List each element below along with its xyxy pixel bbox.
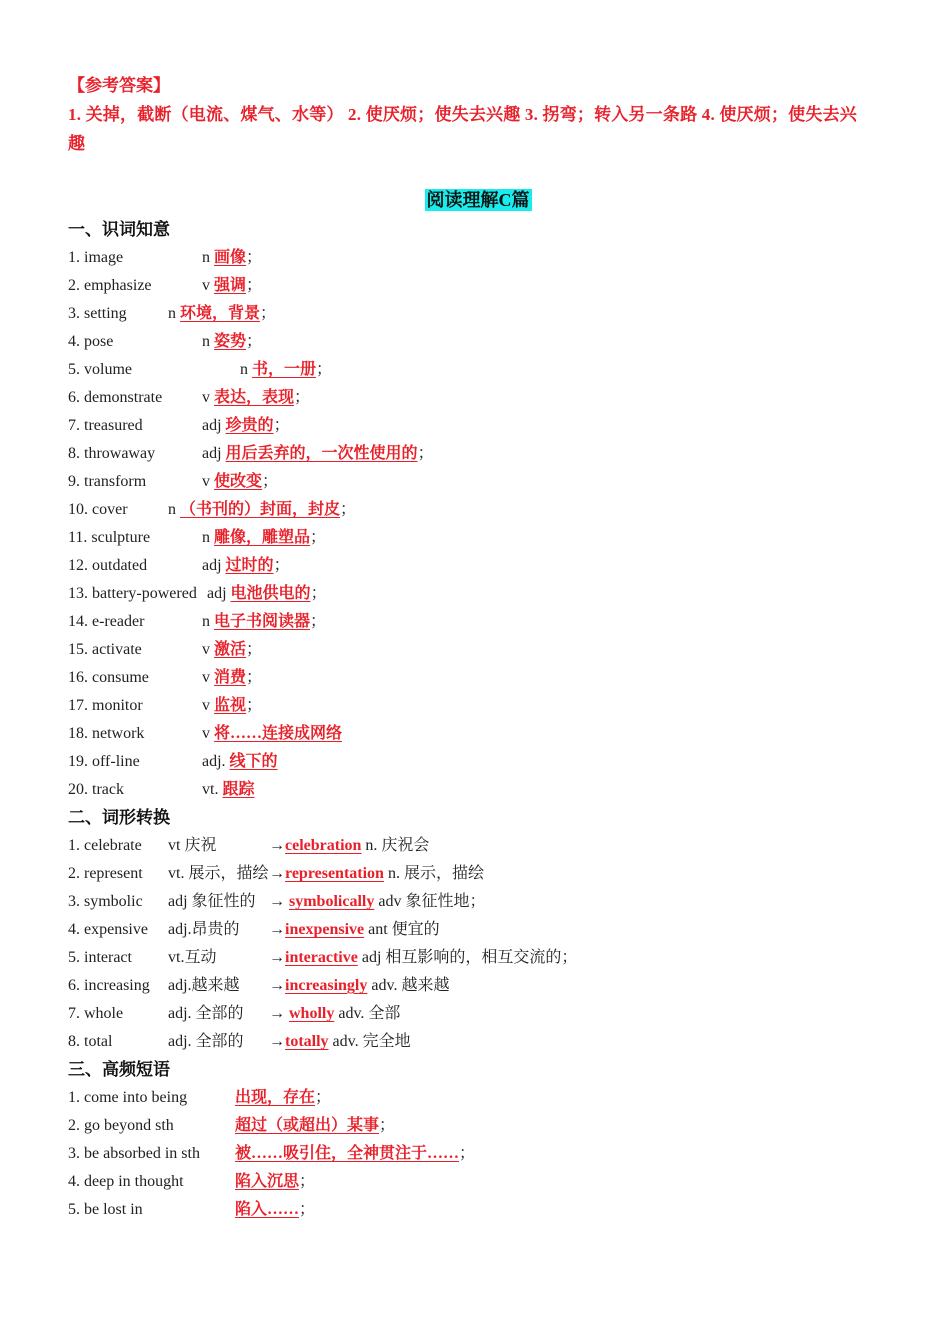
vocab-pos: n <box>202 529 214 546</box>
vocab-definition <box>202 552 290 580</box>
vocab-pos: vt. <box>202 781 223 798</box>
conversion <box>269 832 429 860</box>
vocab-word: 10. cover <box>68 501 128 518</box>
derived-word: inexpensive <box>285 921 365 938</box>
vocab-list <box>68 244 888 804</box>
derived-gloss: adv. 越来越 <box>367 977 450 994</box>
conversion <box>269 888 485 916</box>
conversion <box>269 860 484 888</box>
vocab-meaning: 画像 <box>214 249 247 266</box>
vocab-word: 6. demonstrate <box>68 389 163 406</box>
derived-gloss: adv. 完全地 <box>328 1033 411 1050</box>
base-gloss: adj. 全部的 <box>168 1033 244 1050</box>
base-word: 3. symbolic <box>68 893 143 910</box>
vocab-punct: ； <box>262 473 279 490</box>
vocab-meaning: 姿势 <box>214 333 247 350</box>
vocab-row <box>68 608 888 636</box>
phrase-punct: ； <box>315 1089 332 1106</box>
vocab-punct: ； <box>310 585 327 602</box>
part1-heading: 一、识词知意 <box>68 220 170 239</box>
vocab-punct: ； <box>273 557 290 574</box>
phrase-punct: ； <box>299 1201 316 1218</box>
phrase-punct: ； <box>299 1173 316 1190</box>
phrase-list <box>68 1084 888 1224</box>
phrase-meaning: 出现，存在 <box>235 1089 316 1106</box>
derived-gloss: n. 展示，描绘 <box>383 865 484 882</box>
phrase-row <box>68 1140 888 1168</box>
conversion <box>269 1000 400 1028</box>
vocab-row <box>68 580 888 608</box>
phrase-meaning: 超过（或超出）某事 <box>235 1117 380 1134</box>
vocab-pos: adj <box>202 417 226 434</box>
vocab-meaning: 珍贵的 <box>225 417 274 434</box>
base-gloss: adj 象征性的 <box>168 893 256 910</box>
vocab-row <box>68 412 888 440</box>
vocab-punct: ； <box>417 445 434 462</box>
vocab-row <box>68 272 888 300</box>
vocab-word: 2. emphasize <box>68 277 152 294</box>
derived-word: totally <box>285 1033 329 1050</box>
vocab-definition <box>202 384 310 412</box>
phrase-row <box>68 1168 888 1196</box>
vocab-row <box>68 664 888 692</box>
word-form-row <box>68 1000 888 1028</box>
vocab-pos: v <box>202 473 214 490</box>
phrase-text: 4. deep in thought <box>68 1173 184 1190</box>
vocab-word: 8. throwaway <box>68 445 156 462</box>
phrase-meaning-wrap <box>235 1196 315 1224</box>
vocab-meaning: 将……连接成网络 <box>214 725 343 742</box>
derived-word: wholly <box>289 1005 335 1022</box>
derived-gloss: adv 象征性地； <box>374 893 486 910</box>
vocab-punct: ； <box>340 501 357 518</box>
vocab-pos: n <box>240 361 252 378</box>
vocab-row <box>68 692 888 720</box>
vocab-meaning: 书，一册 <box>252 361 317 378</box>
vocab-row <box>68 776 888 804</box>
vocab-definition <box>202 412 290 440</box>
vocab-row <box>68 636 888 664</box>
vocab-word: 1. image <box>68 249 124 266</box>
conversion <box>269 1028 411 1056</box>
document-page <box>68 72 888 1224</box>
derived-word: interactive <box>285 949 358 966</box>
vocab-definition <box>202 328 262 356</box>
vocab-pos: n <box>202 613 214 630</box>
vocab-pos: v <box>202 669 214 686</box>
derived-word: increasingly <box>285 977 368 994</box>
vocab-word: 12. outdated <box>68 557 148 574</box>
vocab-definition <box>202 776 254 804</box>
arrow-icon: → <box>269 949 285 966</box>
vocab-word: 14. e-reader <box>68 613 145 630</box>
phrase-meaning-wrap <box>235 1112 395 1140</box>
base-word: 5. interact <box>68 949 132 966</box>
vocab-meaning: 雕像，雕塑品 <box>214 529 311 546</box>
phrase-text: 1. come into being <box>68 1089 188 1106</box>
derived-word: celebration <box>285 837 362 854</box>
vocab-row <box>68 244 888 272</box>
arrow-icon: → <box>269 837 285 854</box>
phrase-meaning: 陷入…… <box>235 1201 300 1218</box>
part3-heading: 三、高频短语 <box>68 1060 170 1079</box>
vocab-meaning: 激活 <box>214 641 247 658</box>
phrase-text: 2. go beyond sth <box>68 1117 174 1134</box>
vocab-definition <box>168 300 276 328</box>
vocab-pos: adj <box>202 557 226 574</box>
arrow-icon: → <box>269 893 289 910</box>
word-form-row <box>68 944 888 972</box>
derived-word: symbolically <box>289 893 375 910</box>
phrase-meaning: 被……吸引住，全神贯注于…… <box>235 1145 460 1162</box>
derived-gloss: n. 庆祝会 <box>361 837 430 854</box>
vocab-row <box>68 440 888 468</box>
vocab-meaning: 电子书阅读器 <box>214 613 311 630</box>
vocab-row <box>68 524 888 552</box>
vocab-punct: ； <box>260 305 277 322</box>
word-form-row <box>68 832 888 860</box>
vocab-word: 16. consume <box>68 669 149 686</box>
phrase-row <box>68 1112 888 1140</box>
vocab-word: 5. volume <box>68 361 132 378</box>
phrase-row <box>68 1196 888 1224</box>
vocab-punct: ； <box>316 361 333 378</box>
phrase-meaning: 陷入沉思 <box>235 1173 300 1190</box>
vocab-row <box>68 720 888 748</box>
vocab-word: 18. network <box>68 725 145 742</box>
vocab-definition <box>202 608 326 636</box>
arrow-icon: → <box>269 1005 289 1022</box>
vocab-pos: v <box>202 725 214 742</box>
vocab-definition <box>202 468 278 496</box>
vocab-meaning: 监视 <box>214 697 247 714</box>
phrase-punct: ； <box>459 1145 476 1162</box>
vocab-pos: n <box>202 249 214 266</box>
base-gloss: vt.互动 <box>168 949 217 966</box>
arrow-icon: → <box>269 1033 285 1050</box>
phrase-punct: ； <box>379 1117 396 1134</box>
vocab-row <box>68 496 888 524</box>
vocab-meaning: 环境，背景 <box>180 305 261 322</box>
vocab-row <box>68 300 888 328</box>
vocab-punct: ； <box>246 641 263 658</box>
derived-gloss: adv. 全部 <box>334 1005 401 1022</box>
vocab-definition <box>202 692 262 720</box>
answer-title: 【参考答案】 <box>68 76 170 95</box>
base-word: 7. whole <box>68 1005 124 1022</box>
vocab-word: 15. activate <box>68 641 142 658</box>
base-gloss: vt. 展示，描绘 <box>168 865 269 882</box>
vocab-row <box>68 552 888 580</box>
vocab-word: 19. off-line <box>68 753 140 770</box>
derived-word: representation <box>285 865 384 882</box>
phrase-row <box>68 1084 888 1112</box>
section-c-title-row <box>68 186 888 216</box>
base-word: 4. expensive <box>68 921 148 938</box>
vocab-punct: ； <box>246 277 263 294</box>
arrow-icon: → <box>269 921 285 938</box>
base-gloss: adj. 全部的 <box>168 1005 244 1022</box>
conversion <box>269 944 577 972</box>
conversion <box>269 972 449 1000</box>
vocab-word: 20. track <box>68 781 124 798</box>
section-c-title: 阅读理解C篇 <box>426 190 530 210</box>
word-form-row <box>68 860 888 888</box>
word-form-row <box>68 888 888 916</box>
vocab-definition <box>202 244 262 272</box>
vocab-word: 11. sculpture <box>68 529 151 546</box>
vocab-definition <box>202 272 262 300</box>
vocab-meaning: 过时的 <box>225 557 274 574</box>
base-word: 8. total <box>68 1033 113 1050</box>
vocab-pos: n <box>168 501 180 518</box>
vocab-word: 4. pose <box>68 333 114 350</box>
vocab-meaning: 电池供电的 <box>230 585 311 602</box>
word-form-row <box>68 916 888 944</box>
base-gloss: adj.昂贵的 <box>168 921 240 938</box>
answer-text <box>68 100 888 158</box>
vocab-meaning: 强调 <box>214 277 247 294</box>
vocab-definition <box>202 440 434 468</box>
word-form-list <box>68 832 888 1056</box>
phrase-meaning-wrap <box>235 1084 331 1112</box>
vocab-meaning: 用后丢弃的，一次性使用的 <box>225 445 418 462</box>
arrow-icon: → <box>269 977 285 994</box>
phrase-meaning-wrap <box>235 1168 315 1196</box>
base-word: 6. increasing <box>68 977 150 994</box>
vocab-definition <box>202 720 342 748</box>
vocab-punct: ； <box>246 697 263 714</box>
word-form-row <box>68 1028 888 1056</box>
vocab-punct: ； <box>246 249 263 266</box>
vocab-pos: v <box>202 277 214 294</box>
vocab-pos: n <box>202 333 214 350</box>
vocab-definition <box>207 580 327 608</box>
arrow-icon: → <box>269 865 285 882</box>
vocab-pos: n <box>168 305 180 322</box>
vocab-row <box>68 356 888 384</box>
vocab-meaning: 使改变 <box>214 473 263 490</box>
vocab-meaning: 线下的 <box>229 753 278 770</box>
answer-line-2: 趣 <box>68 134 86 153</box>
vocab-meaning: 消费 <box>214 669 247 686</box>
vocab-row <box>68 328 888 356</box>
vocab-punct: ； <box>310 613 327 630</box>
vocab-word: 13. battery-powered <box>68 585 197 602</box>
vocab-word: 3. setting <box>68 305 127 322</box>
word-form-row <box>68 972 888 1000</box>
vocab-pos: adj <box>202 445 226 462</box>
base-gloss: vt 庆祝 <box>168 837 217 854</box>
vocab-punct: ； <box>310 529 327 546</box>
vocab-meaning: 跟踪 <box>222 781 255 798</box>
vocab-punct: ； <box>294 389 311 406</box>
vocab-pos: adj. <box>202 753 230 770</box>
answer-line-1: 1. 关掉，截断（电流、煤气、水等） 2. 使厌烦；使失去兴趣 3. 拐弯；转入另一条路 4. 使厌烦；使失去兴 <box>68 105 857 124</box>
vocab-definition <box>168 496 356 524</box>
phrase-text: 5. be lost in <box>68 1201 143 1218</box>
vocab-row <box>68 384 888 412</box>
phrase-text: 3. be absorbed in sth <box>68 1145 200 1162</box>
vocab-definition <box>240 356 332 384</box>
base-word: 1. celebrate <box>68 837 142 854</box>
vocab-pos: v <box>202 641 214 658</box>
vocab-row <box>68 748 888 776</box>
phrase-meaning-wrap <box>235 1140 475 1168</box>
vocab-word: 9. transform <box>68 473 147 490</box>
vocab-punct: ； <box>246 333 263 350</box>
conversion <box>269 916 440 944</box>
vocab-punct: ； <box>273 417 290 434</box>
vocab-definition <box>202 748 278 776</box>
vocab-definition <box>202 664 262 692</box>
part2-heading: 二、词形转换 <box>68 808 170 827</box>
vocab-punct: ； <box>246 669 263 686</box>
base-gloss: adj.越来越 <box>168 977 240 994</box>
vocab-pos: adj <box>207 585 231 602</box>
vocab-row <box>68 468 888 496</box>
base-word: 2. represent <box>68 865 143 882</box>
vocab-pos: v <box>202 389 214 406</box>
vocab-meaning: （书刊的）封面，封皮 <box>180 501 341 518</box>
vocab-definition <box>202 636 262 664</box>
derived-gloss: ant 便宜的 <box>364 921 440 938</box>
vocab-word: 7. treasured <box>68 417 143 434</box>
vocab-meaning: 表达，表现 <box>214 389 295 406</box>
derived-gloss: adj 相互影响的，相互交流的； <box>357 949 578 966</box>
vocab-definition <box>202 524 326 552</box>
vocab-word: 17. monitor <box>68 697 143 714</box>
vocab-pos: v <box>202 697 214 714</box>
